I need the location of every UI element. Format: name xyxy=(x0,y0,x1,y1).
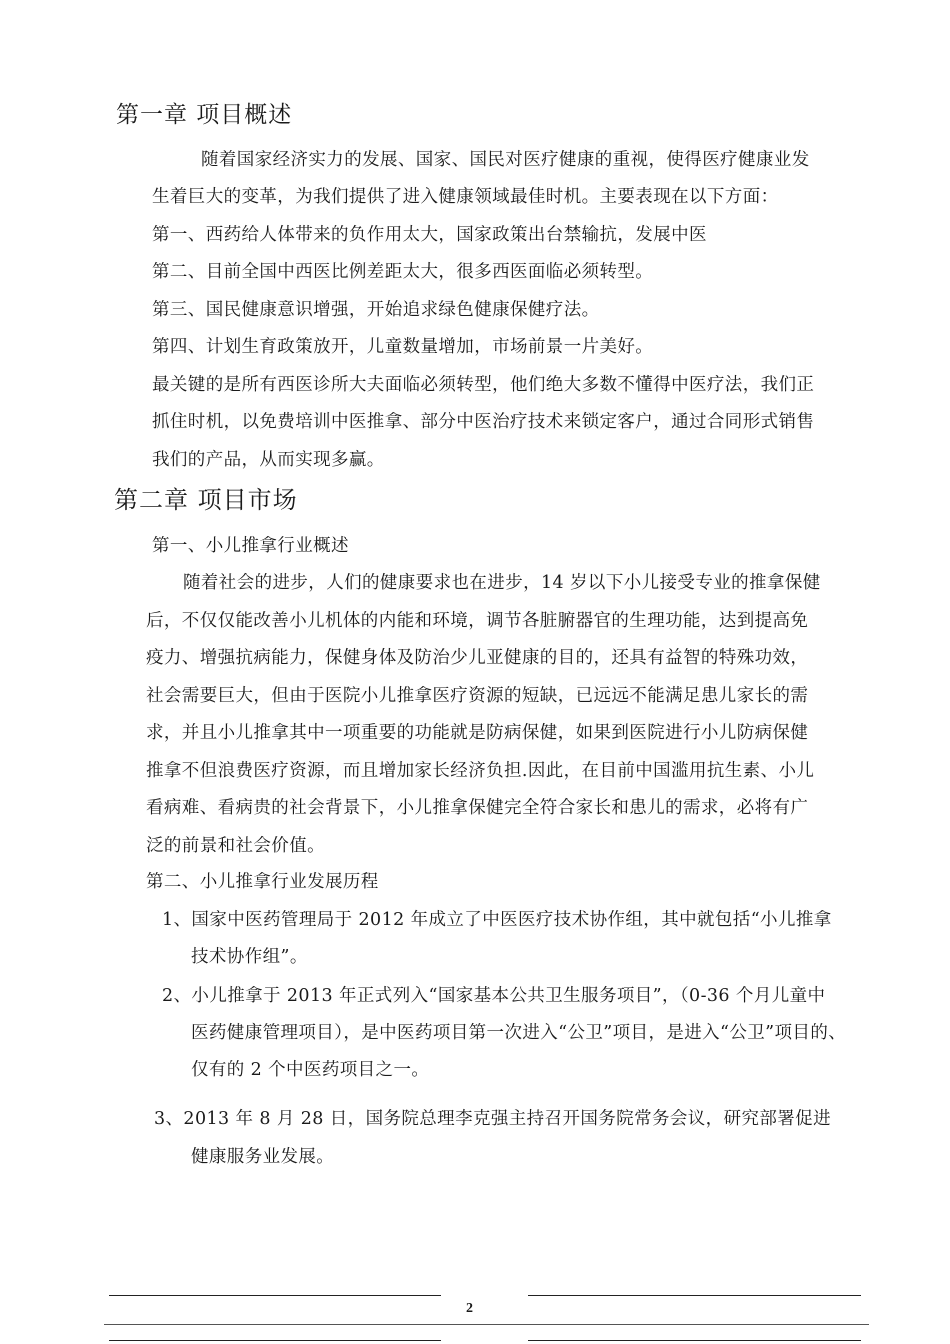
chapter1-point2: 第二、目前全国中西医比例差距太大，很多西医面临必须转型。 xyxy=(152,262,654,282)
history-item3-line1: 3、2013 年 8 月 28 日，国务院总理李克强主持召开国务院常务会议，研究部署促进 xyxy=(154,1109,831,1129)
section1-line: 社会需要巨大，但由于医院小儿推拿医疗资源的短缺，已远远不能满足患儿家长的需 xyxy=(146,686,809,706)
page-number: 2 xyxy=(466,1301,473,1316)
chapter1-point1: 第一、西药给人体带来的负作用太大，国家政策出台禁输抗，发展中医 xyxy=(152,225,707,245)
history-item1-line2: 技术协作组”。 xyxy=(191,947,308,967)
section1-line: 随着社会的进步，人们的健康要求也在进步，14 岁以下小儿接受专业的推拿保健 xyxy=(183,573,821,593)
footer-rule-left xyxy=(109,1295,441,1296)
section1-line: 后，不仅仅能改善小儿机体的内能和环境，调节各脏腑器官的生理功能，达到提高免 xyxy=(146,611,809,631)
chapter1-intro-line1: 随着国家经济实力的发展、国家、国民对医疗健康的重视，使得医疗健康业发 xyxy=(201,150,810,170)
section1-title: 第一、小儿推拿行业概述 xyxy=(152,536,349,556)
footer-rule-bottom xyxy=(104,1324,869,1325)
footer-rule-right xyxy=(528,1295,861,1296)
history-item2-line3: 仅有的 2 个中医药项目之一。 xyxy=(191,1060,430,1080)
section2-title: 第二、小儿推拿行业发展历程 xyxy=(146,872,379,892)
footer-rule-right-lower xyxy=(528,1340,861,1341)
history-item1-line1: 1、国家中医药管理局于 2012 年成立了中医医疗技术协作组，其中就包括“小儿推拿 xyxy=(162,910,832,930)
chapter1-title: 第一章 项目概述 xyxy=(116,102,293,128)
chapter1-point3: 第三、国民健康意识增强，开始追求绿色健康保健疗法。 xyxy=(152,300,600,320)
section1-line: 推拿不但浪费医疗资源，而且增加家长经济负担.因此，在目前中国滥用抗生素、小儿 xyxy=(146,761,815,781)
chapter2-title: 第二章 项目市场 xyxy=(114,486,298,514)
history-item2-line1: 2、小儿推拿于 2013 年正式列入“国家基本公共卫生服务项目”，（0-36 个月儿童中 xyxy=(162,986,826,1006)
section1-line: 泛的前景和社会价值。 xyxy=(146,836,325,856)
chapter1-summary-line3: 我们的产品，从而实现多赢。 xyxy=(152,450,385,470)
chapter1-summary-line1: 最关键的是所有西医诊所大夫面临必须转型，他们绝大多数不懂得中医疗法，我们正 xyxy=(152,375,815,395)
section1-line: 看病难、看病贵的社会背景下，小儿推拿保健完全符合家长和患儿的需求，必将有广 xyxy=(146,798,809,818)
section1-line: 求，并且小儿推拿其中一项重要的功能就是防病保健，如果到医院进行小儿防病保健 xyxy=(146,723,809,743)
history-item2-line2: 医药健康管理项目），是中医药项目第一次进入“公卫”项目，是进入“公卫”项目的、 xyxy=(191,1023,847,1043)
chapter1-intro-line2: 生着巨大的变革，为我们提供了进入健康领域最佳时机。主要表现在以下方面： xyxy=(152,187,779,207)
section1-line: 疫力、增强抗病能力，保健身体及防治少儿亚健康的目的，还具有益智的特殊功效， xyxy=(146,648,809,668)
chapter1-point4: 第四、计划生育政策放开，儿童数量增加，市场前景一片美好。 xyxy=(152,337,654,357)
footer-rule-left-lower xyxy=(109,1340,441,1341)
chapter1-summary-line2: 抓住时机，以免费培训中医推拿、部分中医治疗技术来锁定客户，通过合同形式销售 xyxy=(152,412,815,432)
history-item3-line2: 健康服务业发展。 xyxy=(191,1147,335,1167)
